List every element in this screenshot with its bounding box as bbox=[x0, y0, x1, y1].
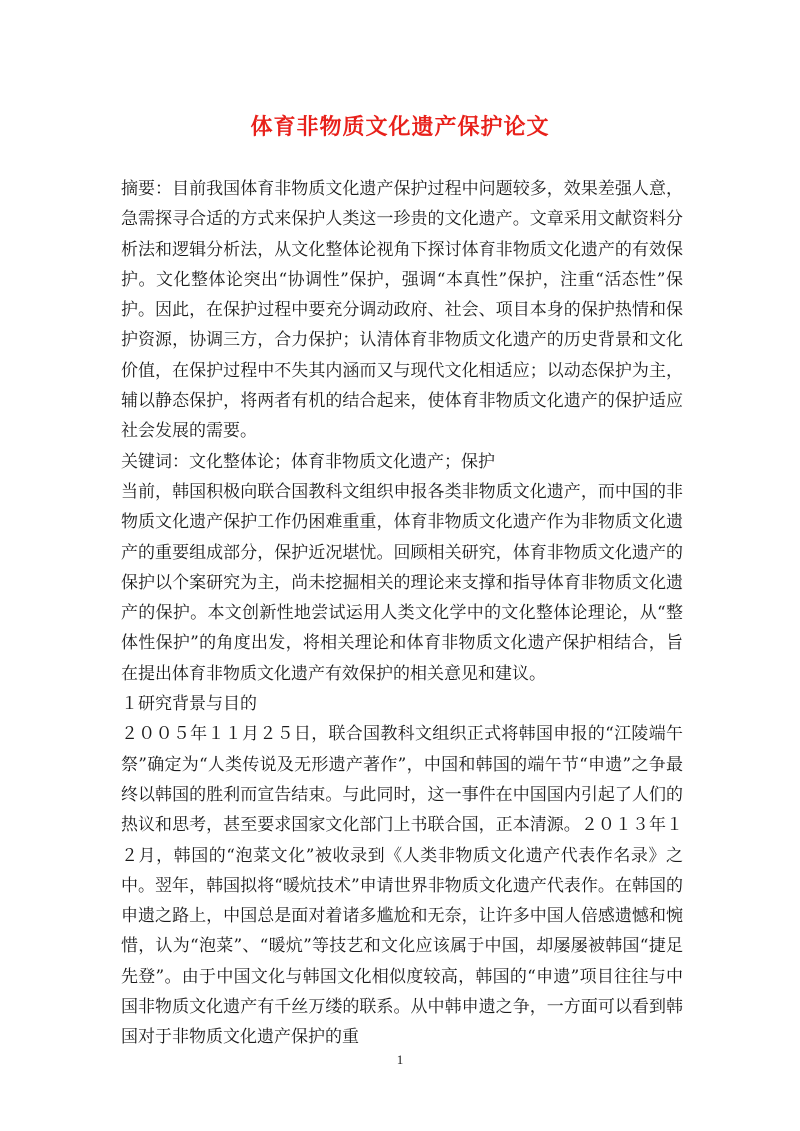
background-paragraph: ２００５年１１月２５日，联合国教科文组织正式将韩国申报的“江陵端午祭”确定为“人类传说及无形遗产著作”，中国和韩国的端午节“申遗”之争最终以韩国的胜利而宣告结束。与此同时，这一事件在中国国内引起了人们的热议和思考，甚至要求国家文化部门上书联合国，正本清源。２０１３年１２月，韩国的“泡菜文化”被收录到《人类非物质文化遗产代表作名录》之中。翌年，韩国拟将“暖炕技术”申请世界非物质文化遗产代表作。在韩国的申遗之路上，中国总是面对着诸多尴尬和无奈，让许多中国人倍感遗憾和惋惜，认为“泡菜”、“暖炕”等技艺和文化应该属于中国，却屡屡被韩国“捷足先登”。由于中国文化与韩国文化相似度较高，韩国的“申遗”项目往往与中国非物质文化遗产有千丝万缕的联系。从中韩申遗之争，一方面可以看到韩国对于非物质文化遗产保护的重 bbox=[121, 724, 683, 1048]
section-heading: １研究背景与目的 bbox=[121, 694, 257, 715]
page-number: 1 bbox=[396, 1052, 404, 1067]
document-title: 体育非物质文化遗产保护论文 bbox=[250, 115, 550, 140]
keywords-paragraph: 关键词：文化整体论；体育非物质文化遗产；保护 bbox=[121, 451, 495, 472]
intro-paragraph: 当前，韩国积极向联合国教科文组织申报各类非物质文化遗产，而中国的非物质文化遗产保护工作仍困难重重，体育非物质文化遗产作为非物质文化遗产的重要组成部分，保护近况堪忧。回顾相关研究，体育非物质文化遗产的保护以个案研究为主，尚未挖掘相关的理论来支撑和指导体育非物质文化遗产的保护。本文创新性地尝试运用人类文化学中的文化整体论理论，从“整体性保护”的角度出发，将相关理论和体育非物质文化遗产保护相结合，旨在提出体育非物质文化遗产有效保护的相关意见和建议。 bbox=[121, 481, 683, 684]
abstract-paragraph: 摘要：目前我国体育非物质文化遗产保护过程中问题较多，效果差强人意，急需探寻合适的方式来保护人类这一珍贵的文化遗产。文章采用文献资料分析法和逻辑分析法，从文化整体论视角下探讨体育非物质文化遗产的有效保护。文化整体论突出“协调性”保护，强调“本真性”保护，注重“活态性”保护。因此，在保护过程中要充分调动政府、社会、项目本身的保护热情和保护资源，协调三方，合力保护；认清体育非物质文化遗产的历史背景和文化价值，在保护过程中不失其内涵而又与现代文化相适应；以动态保护为主，辅以静态保护，将两者有机的结合起来，使体育非物质文化遗产的保护适应社会发展的需要。 bbox=[121, 179, 683, 442]
document-body bbox=[121, 174, 683, 1053]
